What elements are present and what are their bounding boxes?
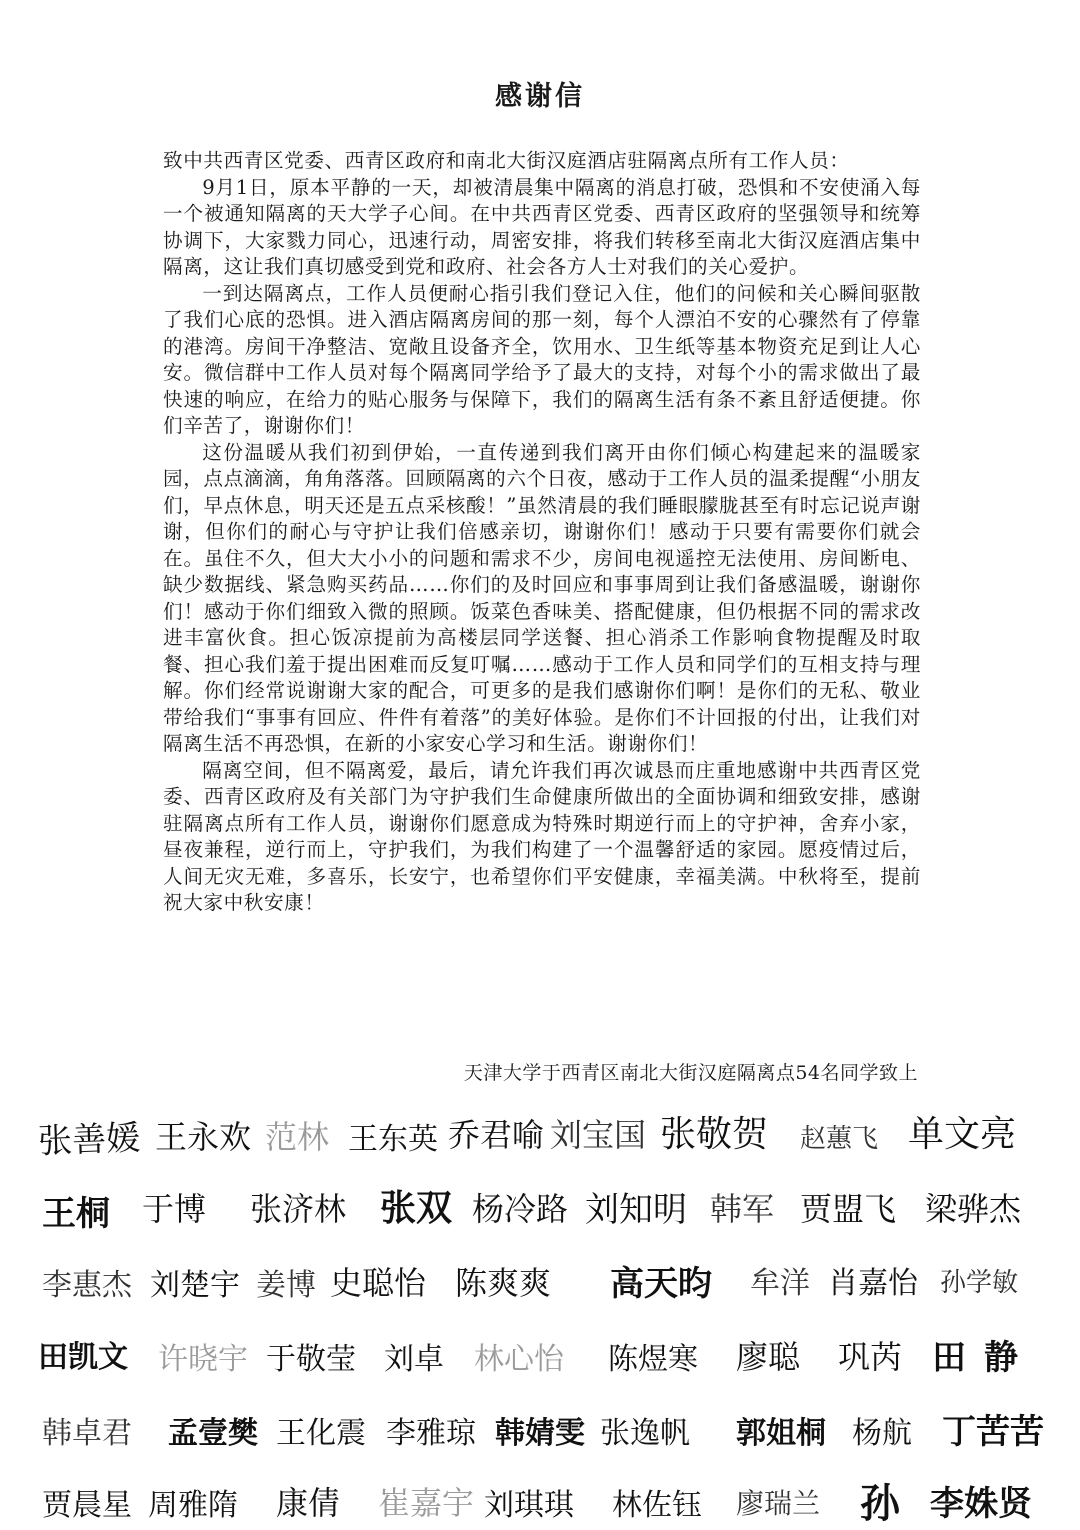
signature: 杨冷路: [472, 1190, 569, 1228]
letter-title: 感谢信: [495, 81, 585, 112]
signature: 郭姐桐: [736, 1416, 826, 1451]
signature: 王永欢: [155, 1118, 252, 1156]
signature: 于博: [142, 1190, 207, 1228]
signature: 王化震: [276, 1416, 366, 1451]
signature-row: [30, 1170, 1060, 1234]
signature: 肖嘉怡: [828, 1266, 918, 1301]
signature: 李姝贤: [930, 1484, 1032, 1524]
signature: 刘宝国: [550, 1116, 647, 1154]
signature: 贾晨星: [42, 1488, 132, 1523]
signature: 孟壹樊: [168, 1416, 258, 1451]
signature: 张双: [380, 1188, 453, 1229]
letter-paragraph: 9月1日，原本平静的一天，却被清晨集中隔离的消息打破，恐惧和不安使涌入每一个被通知隔离的天大学子心间。在中共西青区党委、西青区政府的坚强领导和统筹协调下，大家戮力同心，迅速行动，周密安排，将我们转移至南北大街汉庭酒店集中隔离，这让我们真切感受到党和政府、社会各方人士对我们的关心爱护。: [163, 175, 921, 278]
signature-row: [30, 1392, 1060, 1456]
signature: 张逸帆: [600, 1416, 690, 1451]
signature: 张善媛: [37, 1118, 141, 1162]
signature: 高天昀: [610, 1264, 712, 1304]
signature: 贾盟飞: [800, 1190, 897, 1228]
signature: 廖瑞兰: [736, 1487, 821, 1520]
signature: 陈煜寒: [608, 1342, 698, 1377]
signature: 史聪怡: [330, 1264, 427, 1302]
signature: 姜博: [256, 1268, 316, 1303]
signature: 韩婧雯: [495, 1416, 585, 1451]
letter-paragraph: 一到达隔离点，工作人员便耐心指引我们登记入住，他们的问候和关心瞬间驱散了我们心底的恐惧。进入酒店隔离房间的那一刻，每个人漂泊不安的心骤然有了停靠的港湾。房间干净整洁、宽敞且设备齐全，饮用水、卫生纸等基本物资充足到让人心安。微信群中工作人员对每个隔离同学给予了最大的支持，对每个小的需求做出了最快速的响应，在给力的贴心服务与保障下，我们的隔离生活有条不紊且舒适便捷。你们辛苦了，谢谢你们！: [163, 281, 921, 437]
signature: 于敬莹: [266, 1342, 356, 1377]
signature: 乔君喻: [448, 1116, 545, 1154]
letter-body: [163, 148, 921, 917]
signature: 刘卓: [384, 1342, 444, 1377]
signature: 崔嘉宇: [378, 1484, 475, 1522]
letter-closing: 天津大学于西青区南北大街汉庭隔离点54名同学致上: [463, 1062, 918, 1084]
signature: 单文亮: [908, 1114, 1017, 1155]
signature-row: [30, 1244, 1060, 1308]
signature: 孙学敏: [940, 1268, 1019, 1298]
signature: 田凯文: [38, 1340, 128, 1375]
letter-paragraph: 这份温暖从我们初到伊始，一直传递到我们离开由你们倾心构建起来的温暖家园，点点滴滴，角角落落。回顾隔离的六个日夜，感动于工作人员的温柔提醒“小朋友们，早点休息，明天还是五点采核酸！”虽然清晨的我们睡眼朦胧甚至有时忘记说声谢谢，但你们的耐心与守护让我们倍感亲切，谢谢你们！感动于只要有需要你们就会在。虽住不久，但大大小小的问题和需求不少，房间电视遥控无法使用、房间断电、缺少数据线、紧急购买药品……你们的及时回应和事事周到让我们备感温暖，谢谢你们！感动于你们细致入微的照顾。饭菜色香味美、搭配健康，但仍根据不同的需求改进丰富伙食。担心饭凉提前为高楼层同学送餐、担心消杀工作影响食物提醒及时取餐、担心我们羞于提出困难而反复叮嘱……感动于工作人员和同学们的互相支持与理解。你们经常说谢谢大家的配合，可更多的是我们感谢你们啊！是你们的无私、敬业带给我们“事事有回应、件件有着落”的美好体验。是你们不计回报的付出，让我们对隔离生活不再恐惧，在新的小家安心学习和生活。谢谢你们！: [163, 440, 921, 755]
signature: 牟洋: [750, 1266, 810, 1301]
signature: 王桐: [42, 1194, 110, 1234]
signature: 巩芮: [838, 1338, 903, 1376]
signature: 梁骅杰: [925, 1190, 1022, 1228]
signature-row: [30, 1318, 1060, 1382]
signature: 李惠杰: [42, 1268, 132, 1303]
signature: 张济林: [250, 1190, 347, 1228]
signature: 王东英: [348, 1122, 438, 1157]
signatures-block: [30, 1098, 1060, 1527]
signature-row: [30, 1466, 1060, 1530]
signature: 康倩: [276, 1484, 341, 1522]
signature: 李雅琼: [386, 1416, 476, 1451]
signature: 林佐钰: [612, 1488, 702, 1523]
letter-paragraph: 隔离空间，但不隔离爱，最后，请允许我们再次诚恳而庄重地感谢中共西青区党委、西青区政府及有关部门为守护我们生命健康所做出的全面协调和细致安排，感谢驻隔离点所有工作人员，谢谢你们愿意成为特殊时期逆行而上的守护神，舍弃小家，昼夜兼程，逆行而上，守护我们，为我们构建了一个温馨舒适的家园。愿疫情过后，人间无灾无难，多喜乐，长安宁，也希望你们平安健康，幸福美满。中秋将至，提前祝大家中秋安康！: [163, 758, 921, 914]
signature: 杨航: [852, 1416, 912, 1451]
signature: 范林: [265, 1118, 330, 1156]
signature: 刘琪琪: [484, 1488, 574, 1523]
signature: 韩军: [710, 1190, 775, 1228]
signature: 刘知明: [585, 1190, 687, 1230]
signature: 林心怡: [474, 1342, 564, 1377]
signature: 刘楚宇: [150, 1268, 240, 1303]
signature: 韩卓君: [42, 1416, 132, 1451]
signature: 周雅隋: [148, 1488, 238, 1523]
signature: 廖聪: [736, 1338, 801, 1376]
signature: 丁苦苦: [942, 1412, 1044, 1452]
signature-row: [30, 1098, 1060, 1162]
signature: 田静: [932, 1338, 1036, 1378]
signature: 赵蕙飞: [800, 1124, 879, 1154]
letter-salutation: 致中共西青区党委、西青区政府和南北大街汉庭酒店驻隔离点所有工作人员：: [163, 149, 850, 172]
signature: 许晓宇: [158, 1342, 248, 1377]
signature: 孙: [860, 1481, 900, 1527]
signature: 张敬贺: [660, 1114, 769, 1155]
signature: 陈爽爽: [455, 1264, 552, 1302]
